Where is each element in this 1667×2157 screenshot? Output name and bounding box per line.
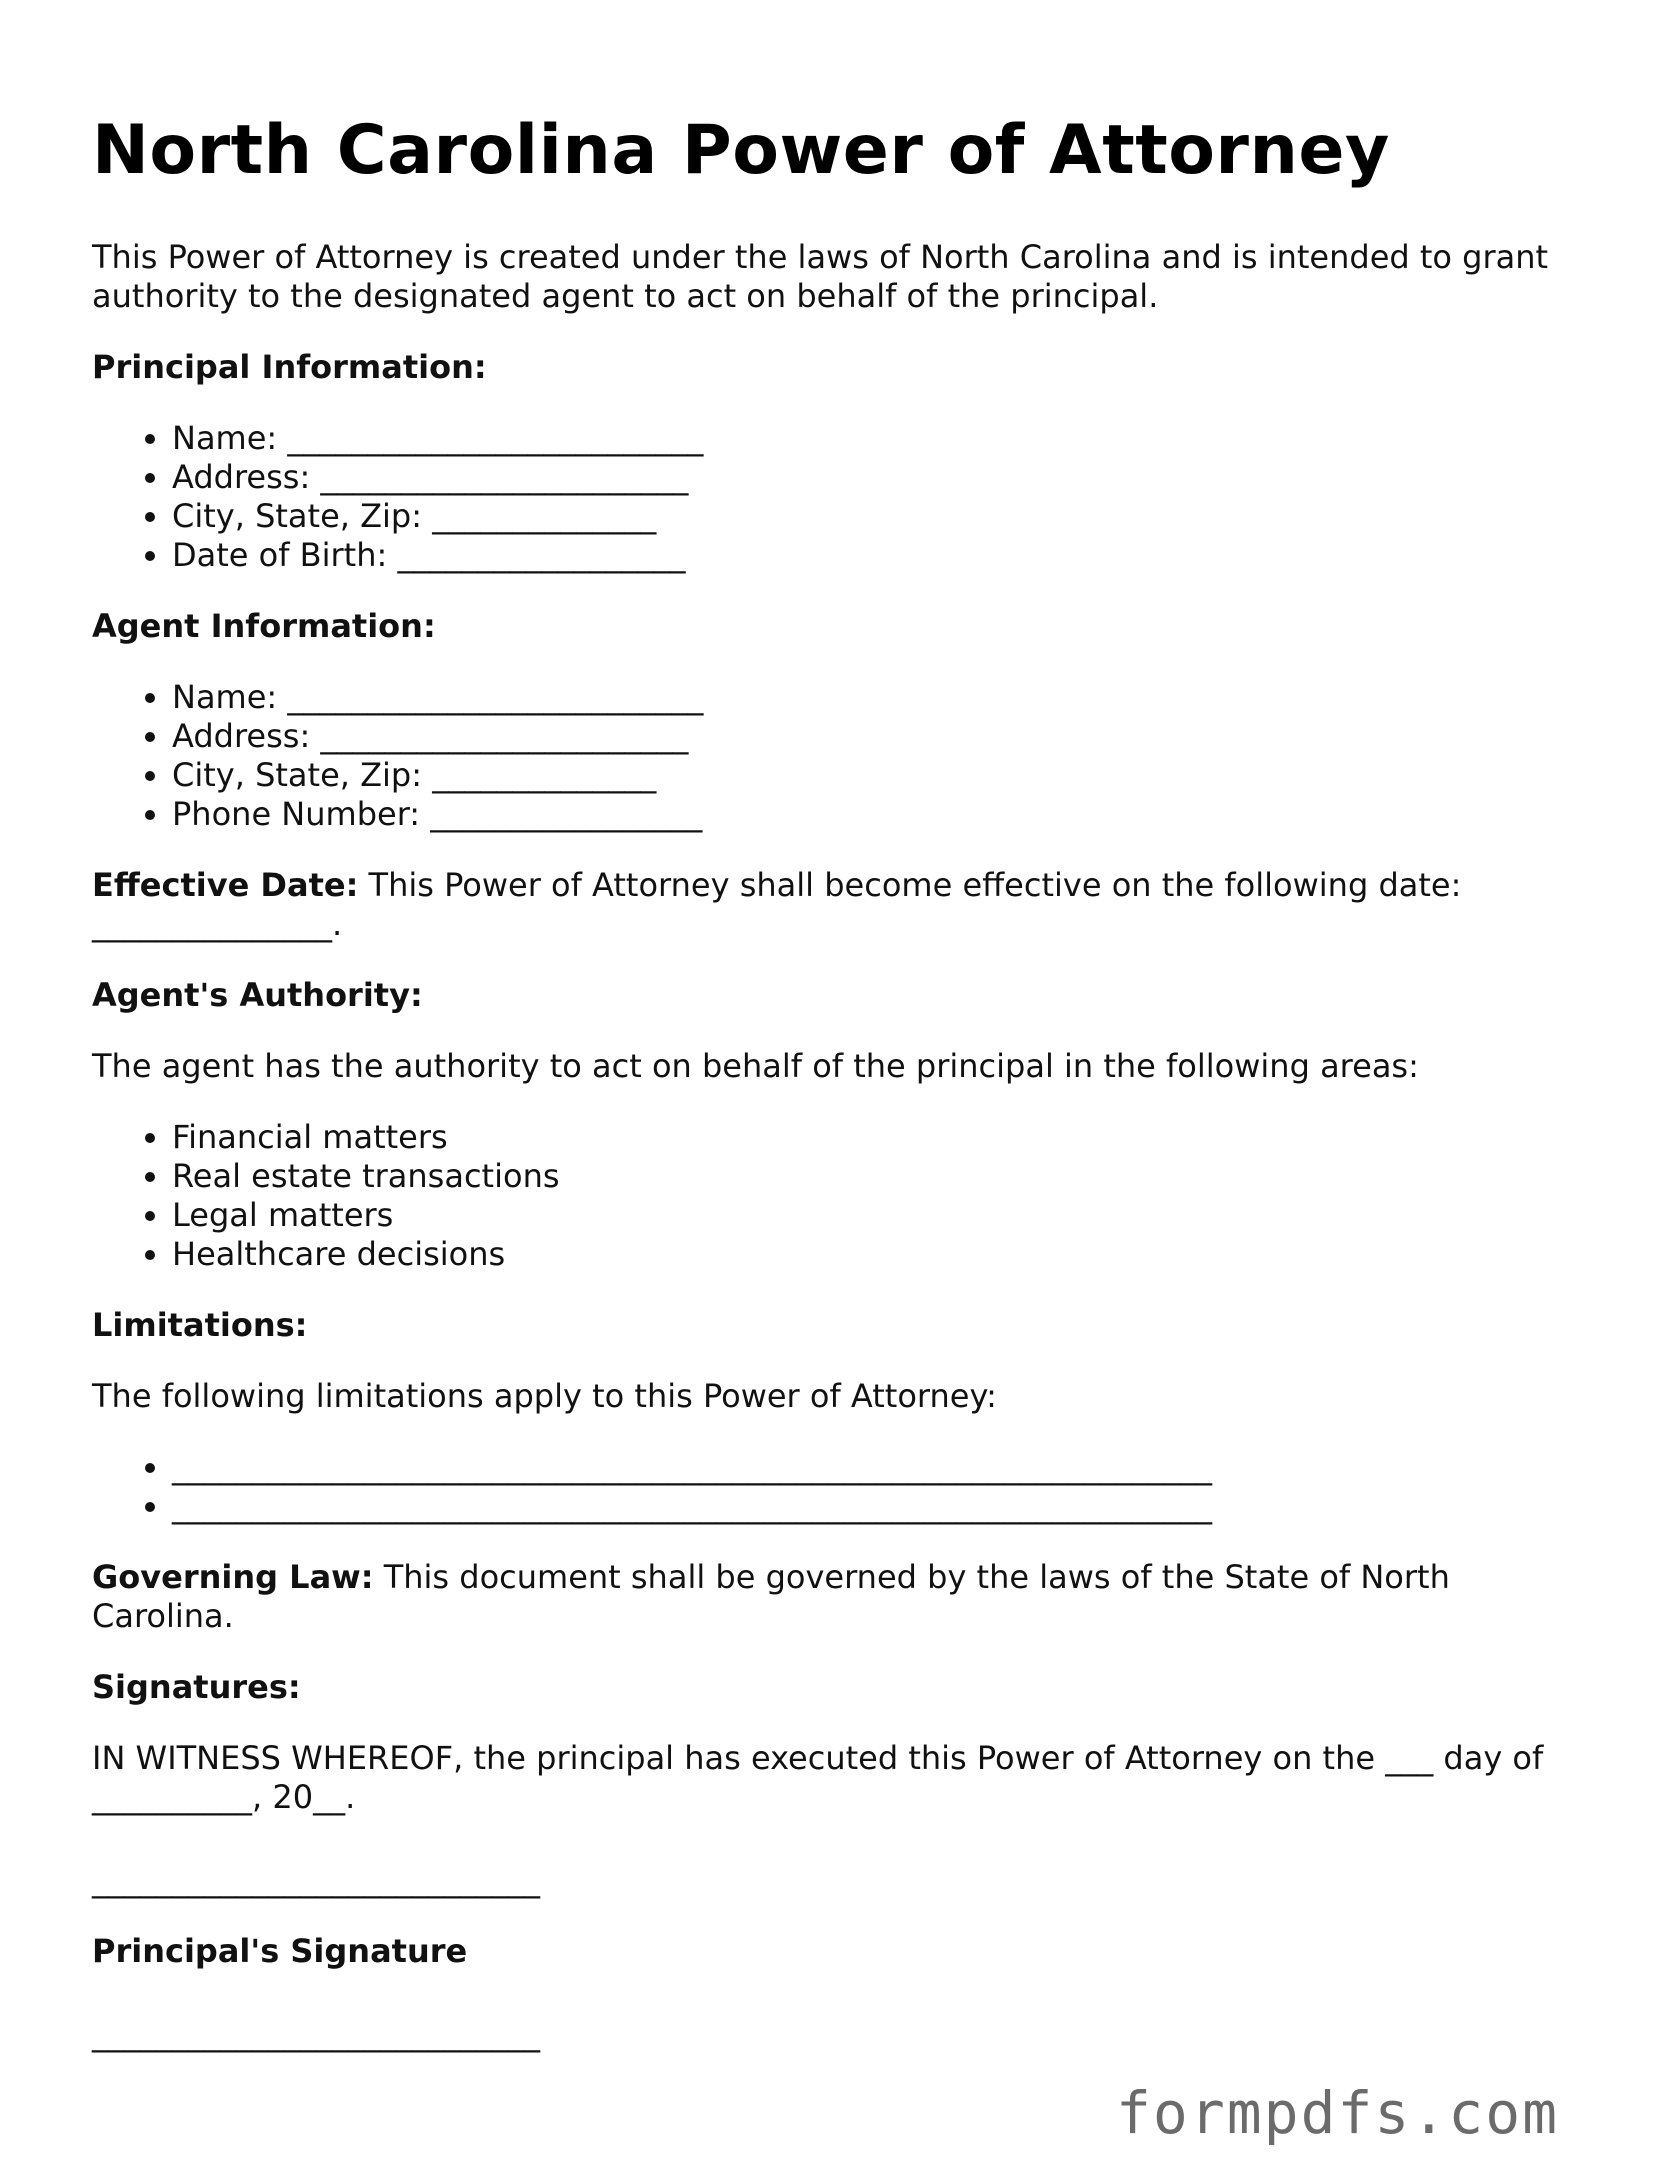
effective-date-paragraph: [92, 866, 1592, 944]
limitations-text: The following limitations apply to this Power of Attorney:: [92, 1377, 997, 1415]
limitation-blank-line: • _________________________________________________________________: [172, 1448, 1592, 1487]
governing-law-label: Governing Law:: [92, 1558, 374, 1596]
authority-item: • Healthcare decisions: [172, 1235, 1592, 1274]
limitations-heading: Limitations:: [92, 1306, 308, 1344]
agent-list: [92, 678, 1592, 834]
effective-date-text: This Power of Attorney shall become effective on the following date: _______________.: [92, 866, 1462, 943]
agent-name-field: • Name: __________________________: [172, 678, 1592, 717]
limitation-blank-line: • _________________________________________________________________: [172, 1487, 1592, 1526]
agent-city-field: • City, State, Zip: ______________: [172, 756, 1592, 795]
principal-address-field: • Address: _______________________: [172, 458, 1592, 497]
agent-address-field: • Address: _______________________: [172, 717, 1592, 756]
authority-text: The agent has the authority to act on behalf of the principal in the following areas:: [92, 1047, 1419, 1085]
principal-heading: Principal Information:: [92, 348, 487, 386]
agent-heading: Agent Information:: [92, 607, 436, 645]
limitations-list: [92, 1448, 1592, 1526]
governing-law-paragraph: [92, 1558, 1592, 1636]
document-page: [92, 110, 1592, 2054]
principal-name-field: • Name: __________________________: [172, 419, 1592, 458]
principal-signature-line: ____________________________: [92, 1861, 540, 1899]
signatures-heading: Signatures:: [92, 1668, 301, 1706]
effective-date-label: Effective Date:: [92, 866, 359, 904]
authority-list: [92, 1118, 1592, 1274]
intro-paragraph: This Power of Attorney is created under the laws of North Carolina and is intended to grant authority to the designated agent to act on behalf of the principal.: [92, 238, 1549, 315]
principal-signature-label: Principal's Signature: [92, 1932, 468, 1970]
principal-dob-field: • Date of Birth: __________________: [172, 536, 1592, 575]
authority-heading: Agent's Authority:: [92, 976, 423, 1014]
principal-list: [92, 419, 1592, 575]
authority-item: • Real estate transactions: [172, 1157, 1592, 1196]
watermark-text: formpdfs.com: [1116, 2079, 1560, 2147]
authority-item: • Legal matters: [172, 1196, 1592, 1235]
governing-law-text: This document shall be governed by the laws of the State of North Carolina.: [92, 1558, 1450, 1635]
witness-paragraph: IN WITNESS WHEREOF, the principal has executed this Power of Attorney on the ___ day of __________, 20__.: [92, 1739, 1544, 1816]
agent-phone-field: • Phone Number: _________________: [172, 795, 1592, 834]
principal-city-field: • City, State, Zip: ______________: [172, 497, 1592, 536]
document-title: North Carolina Power of Attorney: [92, 111, 1390, 190]
second-signature-line: ____________________________: [92, 2015, 540, 2053]
authority-item: • Financial matters: [172, 1118, 1592, 1157]
